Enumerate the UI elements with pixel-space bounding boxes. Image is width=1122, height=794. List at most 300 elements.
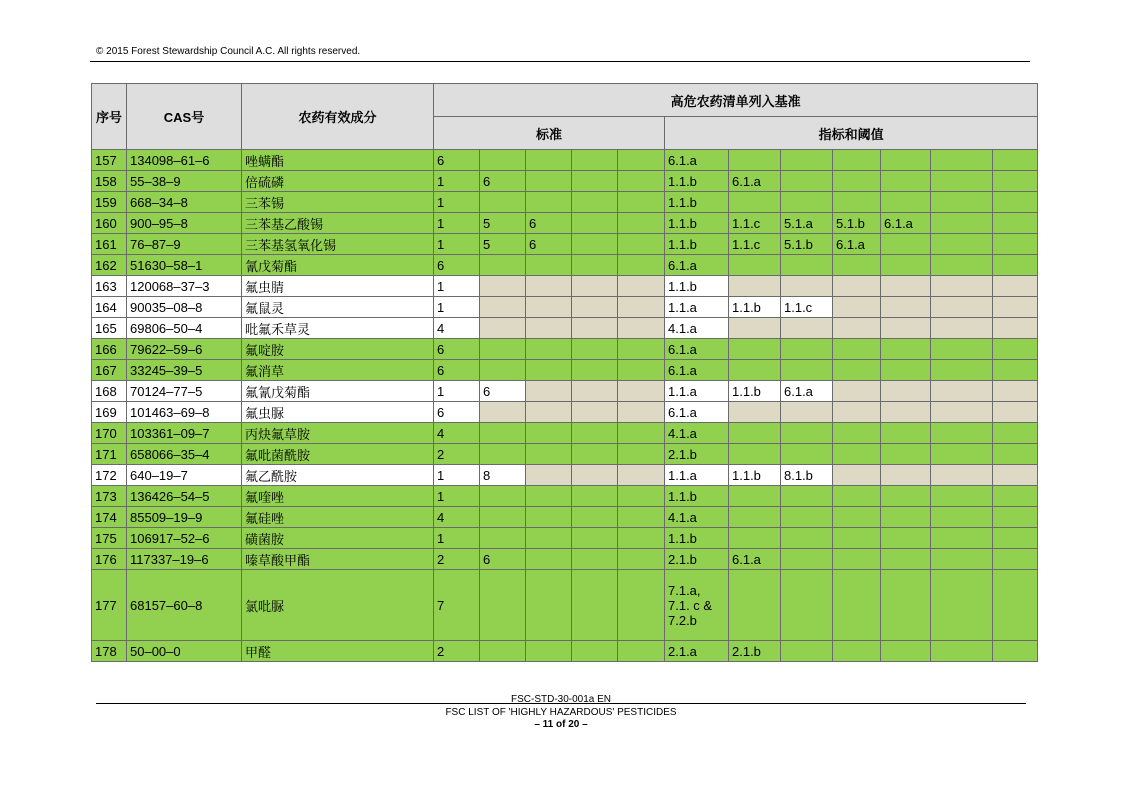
row-indicator-cell xyxy=(881,339,931,360)
row-indicator-cell xyxy=(881,570,931,641)
row-indicator-cell: 6.1.a xyxy=(665,150,729,171)
row-active-ingredient: 嗪草酸甲酯 xyxy=(242,549,434,570)
row-criterion-cell xyxy=(618,641,665,662)
row-indicator-cell xyxy=(833,528,881,549)
row-indicator-cell xyxy=(881,549,931,570)
row-criterion-cell: 6 xyxy=(434,402,480,423)
row-criterion-cell xyxy=(526,255,572,276)
row-criterion-cell xyxy=(572,171,618,192)
row-criterion-cell: 1 xyxy=(434,465,480,486)
row-cas-number: 90035–08–8 xyxy=(127,297,242,318)
row-indicator-cell: 4.1.a xyxy=(665,507,729,528)
row-active-ingredient: 氟硅唑 xyxy=(242,507,434,528)
row-index: 160 xyxy=(92,213,127,234)
row-criterion-cell xyxy=(480,255,526,276)
row-indicator-cell xyxy=(781,402,833,423)
row-index: 176 xyxy=(92,549,127,570)
table-row xyxy=(92,570,1038,641)
row-indicator-cell xyxy=(833,423,881,444)
header-cas: CAS号 xyxy=(127,84,242,150)
row-criterion-cell xyxy=(572,360,618,381)
row-criterion-cell: 6 xyxy=(480,381,526,402)
row-criterion-cell xyxy=(572,276,618,297)
row-indicator-cell xyxy=(993,423,1038,444)
row-active-ingredient: 氟吡菌酰胺 xyxy=(242,444,434,465)
row-indicator-cell xyxy=(833,318,881,339)
row-indicator-cell xyxy=(993,213,1038,234)
row-indicator-cell xyxy=(993,276,1038,297)
row-criterion-cell xyxy=(526,381,572,402)
row-indicator-cell xyxy=(881,318,931,339)
row-criterion-cell xyxy=(526,402,572,423)
row-indicator-cell: 1.1.c xyxy=(781,297,833,318)
row-indicator-cell xyxy=(881,641,931,662)
row-criterion-cell xyxy=(526,641,572,662)
row-indicator-cell xyxy=(781,641,833,662)
row-indicator-cell xyxy=(881,528,931,549)
hazardous-pesticides-table xyxy=(91,83,1038,662)
row-indicator-cell xyxy=(833,381,881,402)
table-row xyxy=(92,339,1038,360)
row-indicator-cell xyxy=(781,570,833,641)
row-indicator-cell xyxy=(881,234,931,255)
row-criterion-cell: 4 xyxy=(434,318,480,339)
row-active-ingredient: 吡氟禾草灵 xyxy=(242,318,434,339)
row-criterion-cell xyxy=(480,192,526,213)
row-criterion-cell xyxy=(618,528,665,549)
row-criterion-cell: 1 xyxy=(434,486,480,507)
row-criterion-cell xyxy=(618,339,665,360)
row-criterion-cell: 6 xyxy=(526,234,572,255)
footer-page-number: – 11 of 20 – xyxy=(534,719,588,730)
row-cas-number: 70124–77–5 xyxy=(127,381,242,402)
row-indicator-cell xyxy=(781,171,833,192)
row-criterion-cell xyxy=(618,465,665,486)
row-criterion-cell xyxy=(572,234,618,255)
row-indicator-cell xyxy=(931,507,993,528)
row-criterion-cell xyxy=(480,423,526,444)
row-criterion-cell: 1 xyxy=(434,528,480,549)
row-indicator-cell xyxy=(833,549,881,570)
row-indicator-cell: 5.1.a xyxy=(781,213,833,234)
row-indicator-cell xyxy=(993,486,1038,507)
row-indicator-cell xyxy=(833,402,881,423)
row-active-ingredient: 氟啶胺 xyxy=(242,339,434,360)
row-index: 162 xyxy=(92,255,127,276)
row-active-ingredient: 氟消草 xyxy=(242,360,434,381)
row-indicator-cell xyxy=(729,570,781,641)
row-indicator-cell: 5.1.b xyxy=(781,234,833,255)
row-indicator-cell xyxy=(993,255,1038,276)
row-indicator-cell: 2.1.a xyxy=(665,641,729,662)
row-indicator-cell xyxy=(931,641,993,662)
row-criterion-cell xyxy=(480,507,526,528)
row-criterion-cell xyxy=(480,276,526,297)
row-indicator-cell xyxy=(729,192,781,213)
row-criterion-cell xyxy=(480,360,526,381)
row-indicator-cell: 5.1.b xyxy=(833,213,881,234)
row-indicator-cell xyxy=(931,549,993,570)
row-indicator-cell xyxy=(931,318,993,339)
row-index: 164 xyxy=(92,297,127,318)
row-active-ingredient: 氟氰戊菊酯 xyxy=(242,381,434,402)
row-index: 161 xyxy=(92,234,127,255)
table-row xyxy=(92,465,1038,486)
row-indicator-cell xyxy=(729,423,781,444)
row-index: 167 xyxy=(92,360,127,381)
row-indicator-cell xyxy=(993,171,1038,192)
row-indicator-cell: 1.1.a xyxy=(665,465,729,486)
row-indicator-cell: 1.1.b xyxy=(665,234,729,255)
table-row xyxy=(92,234,1038,255)
row-indicator-cell: 6.1.a xyxy=(729,171,781,192)
table-row xyxy=(92,192,1038,213)
row-indicator-cell xyxy=(931,486,993,507)
row-criterion-cell xyxy=(526,549,572,570)
row-indicator-cell xyxy=(729,318,781,339)
row-indicator-cell xyxy=(993,318,1038,339)
row-indicator-cell xyxy=(931,465,993,486)
row-indicator-cell: 8.1.b xyxy=(781,465,833,486)
row-index: 165 xyxy=(92,318,127,339)
row-criterion-cell: 4 xyxy=(434,507,480,528)
row-indicator-cell: 6.1.a xyxy=(729,549,781,570)
table-row xyxy=(92,423,1038,444)
row-indicator-cell: 6.1.a xyxy=(781,381,833,402)
row-criterion-cell xyxy=(526,444,572,465)
row-criterion-cell xyxy=(572,402,618,423)
row-indicator-cell xyxy=(729,444,781,465)
row-indicator-cell: 1.1.b xyxy=(665,528,729,549)
row-criterion-cell xyxy=(480,444,526,465)
row-indicator-cell: 1.1.b xyxy=(665,276,729,297)
row-indicator-cell xyxy=(729,402,781,423)
row-indicator-cell xyxy=(833,641,881,662)
row-cas-number: 103361–09–7 xyxy=(127,423,242,444)
row-index: 178 xyxy=(92,641,127,662)
row-indicator-cell xyxy=(881,276,931,297)
table-row xyxy=(92,360,1038,381)
row-cas-number: 50–00–0 xyxy=(127,641,242,662)
row-indicator-cell xyxy=(881,360,931,381)
row-indicator-cell: 2.1.b xyxy=(665,549,729,570)
row-indicator-cell: 6.1.a xyxy=(665,402,729,423)
row-indicator-cell: 2.1.b xyxy=(665,444,729,465)
row-criterion-cell xyxy=(618,192,665,213)
footer-doc-title: FSC LIST OF 'HIGHLY HAZARDOUS' PESTICIDES xyxy=(445,707,677,718)
row-indicator-cell xyxy=(833,507,881,528)
row-indicator-cell xyxy=(729,360,781,381)
header-indicators: 指标和阈值 xyxy=(665,117,1038,150)
row-indicator-cell: 1.1.b xyxy=(665,171,729,192)
row-indicator-cell xyxy=(781,339,833,360)
row-criterion-cell: 8 xyxy=(480,465,526,486)
row-indicator-cell xyxy=(881,465,931,486)
row-indicator-cell: 6.1.a xyxy=(665,360,729,381)
row-indicator-cell xyxy=(833,150,881,171)
row-indicator-cell xyxy=(931,171,993,192)
row-criterion-cell xyxy=(526,276,572,297)
row-indicator-cell xyxy=(729,339,781,360)
table-row xyxy=(92,255,1038,276)
table-row xyxy=(92,528,1038,549)
row-indicator-cell: 7.1.a, 7.1. c & 7.2.b xyxy=(665,570,729,641)
row-criterion-cell: 6 xyxy=(434,360,480,381)
row-criterion-cell xyxy=(572,150,618,171)
row-active-ingredient: 三苯基乙酸锡 xyxy=(242,213,434,234)
row-criterion-cell: 1 xyxy=(434,276,480,297)
row-criterion-cell: 1 xyxy=(434,192,480,213)
row-criterion-cell xyxy=(618,255,665,276)
row-criterion-cell xyxy=(618,150,665,171)
row-indicator-cell xyxy=(781,549,833,570)
row-indicator-cell xyxy=(781,507,833,528)
row-indicator-cell xyxy=(833,339,881,360)
table-row xyxy=(92,318,1038,339)
row-index: 170 xyxy=(92,423,127,444)
row-indicator-cell xyxy=(781,276,833,297)
row-cas-number: 69806–50–4 xyxy=(127,318,242,339)
row-indicator-cell: 1.1.b xyxy=(729,465,781,486)
row-indicator-cell xyxy=(833,192,881,213)
row-indicator-cell xyxy=(833,570,881,641)
row-criterion-cell xyxy=(618,213,665,234)
row-indicator-cell: 2.1.b xyxy=(729,641,781,662)
row-indicator-cell xyxy=(729,255,781,276)
row-cas-number: 668–34–8 xyxy=(127,192,242,213)
row-criterion-cell xyxy=(618,549,665,570)
row-indicator-cell: 6.1.a xyxy=(665,255,729,276)
row-indicator-cell xyxy=(833,465,881,486)
row-indicator-cell xyxy=(729,528,781,549)
row-indicator-cell xyxy=(931,381,993,402)
row-active-ingredient: 唑螨酯 xyxy=(242,150,434,171)
row-indicator-cell xyxy=(993,192,1038,213)
row-indicator-cell xyxy=(833,360,881,381)
row-indicator-cell xyxy=(833,276,881,297)
row-criterion-cell: 5 xyxy=(480,213,526,234)
row-active-ingredient: 氟虫腈 xyxy=(242,276,434,297)
row-indicator-cell xyxy=(881,423,931,444)
row-indicator-cell: 4.1.a xyxy=(665,318,729,339)
row-indicator-cell: 1.1.b xyxy=(665,192,729,213)
row-active-ingredient: 氰戊菊酯 xyxy=(242,255,434,276)
row-indicator-cell xyxy=(881,402,931,423)
row-cas-number: 106917–52–6 xyxy=(127,528,242,549)
row-indicator-cell xyxy=(881,297,931,318)
row-cas-number: 101463–69–8 xyxy=(127,402,242,423)
header-criteria: 标准 xyxy=(434,117,665,150)
row-criterion-cell: 6 xyxy=(434,255,480,276)
row-criterion-cell xyxy=(618,360,665,381)
row-criterion-cell: 1 xyxy=(434,381,480,402)
row-criterion-cell xyxy=(480,486,526,507)
row-indicator-cell: 1.1.a xyxy=(665,297,729,318)
row-criterion-cell: 1 xyxy=(434,234,480,255)
footer-doc-code: FSC-STD-30-001a EN xyxy=(510,694,612,705)
row-criterion-cell xyxy=(572,213,618,234)
row-indicator-cell xyxy=(931,297,993,318)
row-criterion-cell xyxy=(572,570,618,641)
row-active-ingredient: 丙炔氟草胺 xyxy=(242,423,434,444)
table-row xyxy=(92,171,1038,192)
row-indicator-cell xyxy=(993,402,1038,423)
row-indicator-cell xyxy=(931,570,993,641)
row-indicator-cell xyxy=(833,255,881,276)
row-criterion-cell xyxy=(572,507,618,528)
row-indicator-cell xyxy=(881,255,931,276)
header-rule xyxy=(90,61,1030,62)
row-criterion-cell xyxy=(526,297,572,318)
row-criterion-cell xyxy=(572,641,618,662)
row-active-ingredient: 氟鼠灵 xyxy=(242,297,434,318)
row-cas-number: 117337–19–6 xyxy=(127,549,242,570)
row-indicator-cell xyxy=(993,297,1038,318)
row-cas-number: 76–87–9 xyxy=(127,234,242,255)
row-cas-number: 120068–37–3 xyxy=(127,276,242,297)
table-row xyxy=(92,486,1038,507)
row-criterion-cell xyxy=(618,423,665,444)
row-indicator-cell xyxy=(931,423,993,444)
row-indicator-cell: 1.1.b xyxy=(665,213,729,234)
row-indicator-cell xyxy=(993,234,1038,255)
row-criterion-cell xyxy=(526,360,572,381)
row-criterion-cell xyxy=(526,423,572,444)
row-criterion-cell xyxy=(618,318,665,339)
row-indicator-cell xyxy=(931,276,993,297)
row-index: 166 xyxy=(92,339,127,360)
row-indicator-cell: 6.1.a xyxy=(833,234,881,255)
row-indicator-cell xyxy=(993,465,1038,486)
row-criterion-cell xyxy=(572,486,618,507)
row-criterion-cell xyxy=(526,465,572,486)
row-criterion-cell: 2 xyxy=(434,549,480,570)
copyright-notice: © 2015 Forest Stewardship Council A.C. All rights reserved. xyxy=(96,46,361,57)
row-criterion-cell xyxy=(480,318,526,339)
row-criterion-cell xyxy=(526,507,572,528)
row-criterion-cell xyxy=(618,381,665,402)
row-criterion-cell: 2 xyxy=(434,641,480,662)
row-indicator-cell xyxy=(931,360,993,381)
row-indicator-cell xyxy=(993,150,1038,171)
row-cas-number: 900–95–8 xyxy=(127,213,242,234)
row-criterion-cell: 6 xyxy=(434,150,480,171)
row-indicator-cell xyxy=(881,192,931,213)
row-indicator-cell xyxy=(781,423,833,444)
row-index: 172 xyxy=(92,465,127,486)
row-criterion-cell xyxy=(526,150,572,171)
row-criterion-cell: 7 xyxy=(434,570,480,641)
row-cas-number: 55–38–9 xyxy=(127,171,242,192)
header-ingredient: 农药有效成分 xyxy=(242,84,434,150)
row-indicator-cell: 1.1.b xyxy=(729,381,781,402)
row-index: 159 xyxy=(92,192,127,213)
row-criterion-cell xyxy=(618,486,665,507)
row-criterion-cell xyxy=(618,276,665,297)
row-indicator-cell xyxy=(781,150,833,171)
row-criterion-cell xyxy=(526,171,572,192)
row-indicator-cell: 1.1.c xyxy=(729,234,781,255)
table-row xyxy=(92,276,1038,297)
row-indicator-cell xyxy=(931,150,993,171)
row-indicator-cell: 1.1.a xyxy=(665,381,729,402)
row-indicator-cell xyxy=(993,549,1038,570)
row-criterion-cell xyxy=(526,486,572,507)
row-indicator-cell xyxy=(881,381,931,402)
row-indicator-cell xyxy=(993,528,1038,549)
row-index: 158 xyxy=(92,171,127,192)
row-indicator-cell xyxy=(881,444,931,465)
row-indicator-cell xyxy=(881,150,931,171)
row-criterion-cell xyxy=(480,150,526,171)
row-index: 163 xyxy=(92,276,127,297)
row-indicator-cell xyxy=(833,444,881,465)
row-indicator-cell: 6.1.a xyxy=(881,213,931,234)
row-criterion-cell xyxy=(572,192,618,213)
row-active-ingredient: 三苯基氢氧化锡 xyxy=(242,234,434,255)
row-indicator-cell xyxy=(931,339,993,360)
row-indicator-cell: 1.1.c xyxy=(729,213,781,234)
table-row xyxy=(92,402,1038,423)
row-cas-number: 79622–59–6 xyxy=(127,339,242,360)
row-criterion-cell: 6 xyxy=(526,213,572,234)
row-indicator-cell xyxy=(993,339,1038,360)
row-indicator-cell xyxy=(993,360,1038,381)
row-criterion-cell: 2 xyxy=(434,444,480,465)
row-indicator-cell xyxy=(931,444,993,465)
row-criterion-cell: 5 xyxy=(480,234,526,255)
row-indicator-cell: 1.1.b xyxy=(665,486,729,507)
row-cas-number: 640–19–7 xyxy=(127,465,242,486)
row-criterion-cell xyxy=(480,528,526,549)
header-index: 序号 xyxy=(92,84,127,150)
row-criterion-cell: 1 xyxy=(434,213,480,234)
row-criterion-cell xyxy=(618,171,665,192)
row-indicator-cell xyxy=(931,528,993,549)
row-cas-number: 136426–54–5 xyxy=(127,486,242,507)
row-active-ingredient: 倍硫磷 xyxy=(242,171,434,192)
row-indicator-cell xyxy=(931,213,993,234)
row-index: 171 xyxy=(92,444,127,465)
row-index: 173 xyxy=(92,486,127,507)
row-criterion-cell xyxy=(526,528,572,549)
row-criterion-cell xyxy=(572,423,618,444)
row-criterion-cell: 4 xyxy=(434,423,480,444)
row-criterion-cell xyxy=(618,570,665,641)
row-indicator-cell xyxy=(993,570,1038,641)
row-index: 174 xyxy=(92,507,127,528)
row-cas-number: 85509–19–9 xyxy=(127,507,242,528)
row-indicator-cell xyxy=(993,507,1038,528)
row-index: 157 xyxy=(92,150,127,171)
row-criterion-cell xyxy=(480,570,526,641)
row-indicator-cell xyxy=(993,641,1038,662)
row-cas-number: 33245–39–5 xyxy=(127,360,242,381)
table-row xyxy=(92,507,1038,528)
row-criterion-cell xyxy=(572,339,618,360)
row-cas-number: 51630–58–1 xyxy=(127,255,242,276)
row-indicator-cell xyxy=(833,171,881,192)
table-row xyxy=(92,213,1038,234)
row-indicator-cell xyxy=(931,192,993,213)
row-criterion-cell xyxy=(618,444,665,465)
table-body xyxy=(92,150,1038,662)
row-criterion-cell: 1 xyxy=(434,297,480,318)
row-active-ingredient: 磺菌胺 xyxy=(242,528,434,549)
table-row xyxy=(92,549,1038,570)
row-criterion-cell xyxy=(480,297,526,318)
row-indicator-cell xyxy=(881,171,931,192)
